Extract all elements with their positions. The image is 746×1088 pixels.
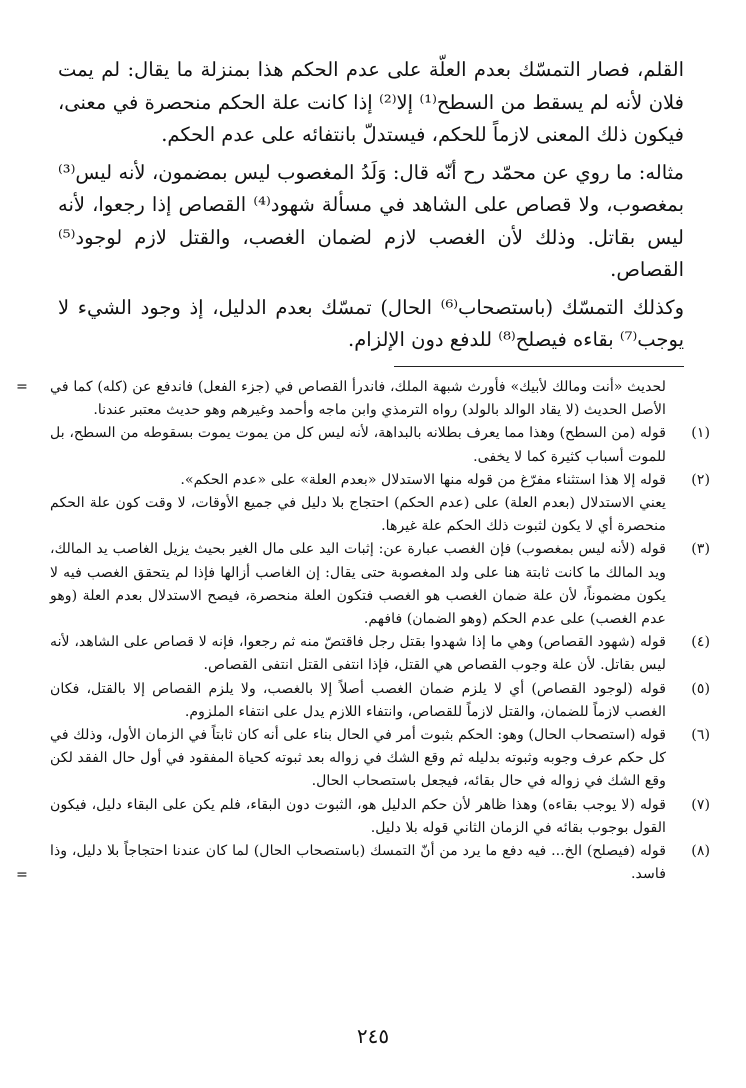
main-paragraph: القلم، فصار التمسّك بعدم العلّة على عدم الحكم هذا بمنزلة ما يقال: لم يمت فلان لأنه لم يسقط من السطح⁽¹⁾ إلا⁽²⁾ إذا كانت علة الحكم منحصرة في معنى، فيكون ذلك المعنى لازماً للحكم، فيستدلّ بانتفائه على عدم الحكم. (58, 58, 684, 146)
main-paragraph: مثاله: ما روي عن محمّد رح أنّه قال: وَلَدُ المغصوب ليس بمضمون، لأنه ليس⁽³⁾ بمغصوب، ولا قصاص على الشاهد في مسألة شهود⁽⁴⁾ القصاص إذا رجعوا، لأنه ليس بقاتل. وذلك لأن الغصب لازم لضمان الغصب، والقتل لازم لوجود⁽⁵⁾ القصاص. (58, 160, 684, 281)
main-paragraph: وكذلك التمسّك (باستصحاب⁽⁶⁾ الحال) تمسّك بعدم الدليل، إذ وجود الشيء لا يوجب⁽⁷⁾ بقاءه فيصلح⁽⁸⁾ للدفع دون الإلزام. (58, 295, 685, 351)
footnote-number: (٦) (691, 727, 710, 744)
footnote-text: قوله (فيصلح) الخ... فيه دفع ما يرد من أنّ التمسك (باستصحاب الحال) لما كان عندنا احتجاجاً بلا دليل، وذا فاسد. (50, 843, 666, 883)
footnote-number: (٤) (691, 634, 710, 651)
footnote-number: (٧) (691, 796, 710, 813)
footnote-number: (١) (691, 425, 710, 442)
footnote-text: قوله إلا هذا استثناء مفرّغ من قوله منها الاستدلال «بعدم العلة» على «عدم الحكم». (180, 471, 666, 488)
footnote-separator (394, 366, 684, 367)
footnote-continuation (16, 376, 710, 422)
footnote-item (50, 469, 710, 539)
footnote-item (50, 422, 710, 468)
continued-mark: = (16, 867, 28, 884)
footnotes (16, 376, 710, 886)
main-text (58, 54, 684, 357)
footnote-item (50, 794, 710, 840)
footnote-text: قوله (لأنه ليس بمغصوب) فإن الغصب عبارة عن: إثبات اليد على مال الغير بحيث يزيل الغاصب يد المالك، ويد المالك ما كانت ثابتة هنا على ولد المغصوبة حتى يقال: إن الغاصب أزالها فإذا لم يتحقق الغصب فيه لا يكون مضموناً، لأن علة ضمان الغصب هو الغصب فتكون العلة منحصرة، فيصح الاستدلال بعدم العلة (وهو عدم الغصب) على عدم الحكم (وهو الضمان) فافهم. (50, 541, 666, 628)
footnote-item (50, 678, 710, 724)
footnote-text: قوله (من السطح) وهذا مما يعرف بطلانه بالبداهة، لأنه ليس كل من يموت يموت بسقوطه من السطح، بل للموت أسباب كثيرة كما لا يخفى. (50, 425, 666, 465)
footnote-number: (٣) (691, 541, 710, 558)
continuation-mark: = (16, 379, 28, 395)
footnote-text: لحديث «أنت ومالك لأبيك» فأورث شبهة الملك، فاندرأ القصاص في (جزء الفعل) فاندفع عن (كله) كما في الأصل الحديث (لا يقاد الوالد بالولد) رواه الترمذي وابن ماجه وأحمد وغيرهم وهو حديث معتبر عندنا. (50, 379, 666, 419)
footnote-text: قوله (شهود القصاص) وهي ما إذا شهدوا بقتل رجل فاقتصّ منه ثم رجعوا، فإنه لا قصاص على الشاهد، لأنه ليس بقاتل. لأن علة وجوب القصاص هي القتل، فإذا انتفى القتل انتفى القصاص. (50, 634, 666, 674)
footnote-item (16, 840, 710, 886)
footnote-number: (٨) (691, 843, 710, 860)
footnote-number: (٥) (691, 680, 710, 697)
footnote-text: قوله (لوجود القصاص) أي لا يلزم ضمان الغصب أصلاً إلا بالغصب، ولا يلزم القصاص إلا بالقتل، فكان الغصب لازماً للضمان، والقتل لازماً للقصاص، وانتفاء اللازم يدل على انتفاء الملزوم. (50, 680, 666, 720)
footnote-item (50, 724, 710, 794)
page-number: ٢٤٥ (356, 1024, 390, 1048)
footnote-text: قوله (لا يوجب بقاءه) وهذا ظاهر لأن حكم الدليل هو، الثبوت دون البقاء، فلم يكن على البقاء دليل، فيكون القول بوجوب بقائه في الزمان الثاني قوله بلا دليل. (50, 796, 666, 836)
footnote-number: (٢) (691, 471, 710, 488)
footnote-text: يعني الاستدلال (بعدم العلة) على (عدم الحكم) احتجاج بلا دليل في جميع الأوقات، لا وقت كون علة الحكم منحصرة أي لا يكون لثبوت ذلك الحكم علة غيرها. (50, 495, 666, 535)
footnote-text: قوله (استصحاب الحال) وهو: الحكم بثبوت أمر في الحال بناء على أنه كان ثابتاً في الزمان الأول، وذلك في كل حكم عرف وجوبه وثبوته بدليله ثم وقع الشك في زواله بعد ثبوته كحياة المفقود في أول حال الفقد لكن وقع الشك في زواله في حال بقائه، فيجعل باستصحاب الحال. (50, 727, 666, 790)
footnote-item (50, 631, 710, 677)
footnote-item (50, 538, 710, 631)
